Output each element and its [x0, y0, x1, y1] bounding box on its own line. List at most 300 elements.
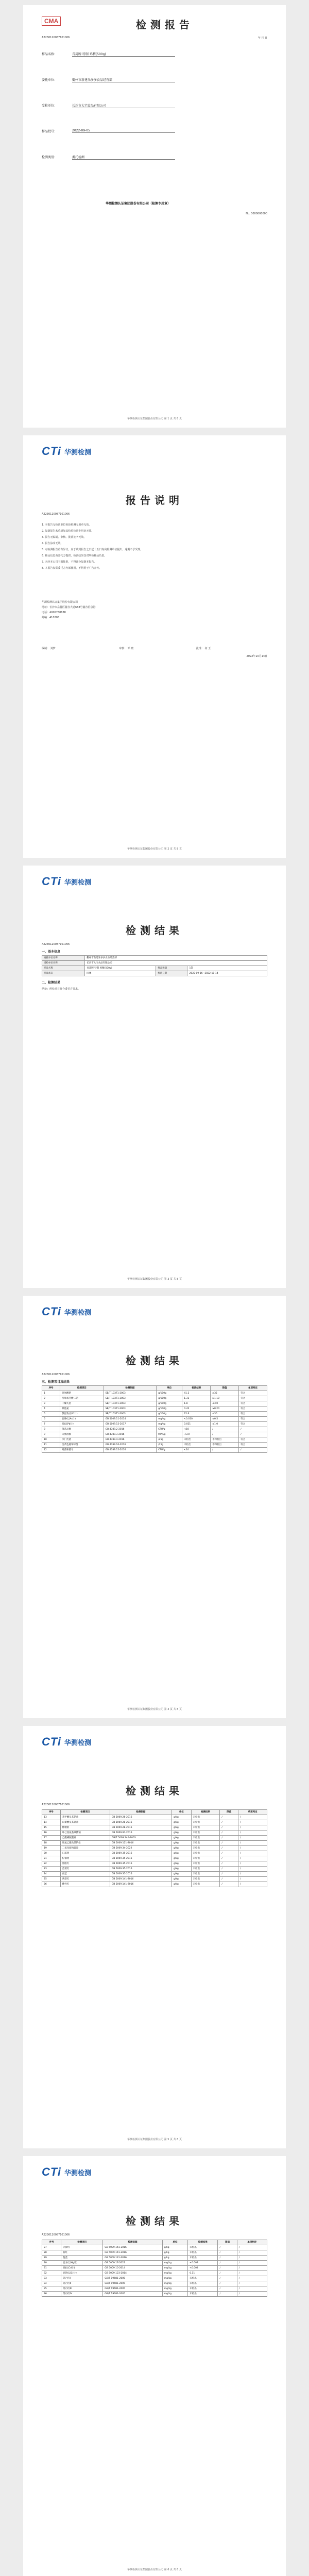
table-cell: /25g: [157, 1437, 182, 1443]
column-header: 检测依据: [104, 1386, 157, 1391]
logo-cn: 华测检测: [64, 1739, 92, 1747]
table-row: [42, 1882, 267, 1887]
table-cell: GB/T 19681-2005: [103, 2276, 162, 2281]
table-cell: GB/T 19681-2005: [103, 2281, 162, 2286]
column-header: 检测依据: [103, 2240, 162, 2245]
cover-field-label: 检测类别：: [42, 156, 58, 159]
table-cell: GB 5009.141-2016: [110, 1877, 171, 1882]
table-cell: /: [218, 2281, 237, 2286]
table-cell: 0.11: [188, 2271, 218, 2276]
basic-row: [42, 956, 267, 961]
table-cell: g/kg: [171, 1820, 191, 1825]
table-cell: mg/kg: [157, 1422, 182, 1427]
note-item: 7. 未经本公司书面批准，不得部分复制本报告。: [42, 561, 97, 564]
table-row: [42, 2286, 267, 2292]
basic-cell: 检测日期: [156, 971, 187, 976]
table-cell: 14: [42, 1820, 61, 1825]
table-cell: 符合: [239, 1406, 267, 1412]
cti-logo: [42, 2165, 91, 2179]
table-cell: /: [218, 2276, 237, 2281]
table-cell: /: [238, 1815, 267, 1820]
table-row: [42, 1861, 267, 1867]
table-cell: mg/kg: [162, 2261, 187, 2266]
table-cell: /: [238, 1872, 267, 1877]
section-results: 二、检测结果: [42, 981, 61, 985]
table-cell: 脱氢乙酸及其钠盐: [60, 1841, 110, 1846]
table-cell: GB 5009.97-2016: [110, 1831, 171, 1836]
table-cell: /: [218, 2256, 237, 2261]
column-header: 单位: [157, 1386, 182, 1391]
table-cell: 符合: [239, 1437, 267, 1443]
table-cell: 日落黄: [60, 1851, 110, 1856]
table-cell: 27: [42, 2245, 61, 2250]
table-row: [42, 1872, 267, 1877]
table-cell: 11: [42, 1443, 60, 1448]
table-cell: 31: [42, 2266, 61, 2271]
column-header: 单项判定: [238, 1810, 267, 1815]
table-cell: g/kg: [171, 1836, 191, 1841]
cti-logo: [42, 1735, 91, 1749]
table-cell: GB/T 19681-2005: [103, 2286, 162, 2292]
table-row: [42, 1836, 267, 1841]
table-cell: g/100g: [157, 1406, 182, 1412]
logo-latin: CTi: [42, 2165, 62, 2178]
table-row: [42, 1831, 267, 1836]
table-cell: 未检出: [191, 1861, 220, 1867]
table-cell: g/100g: [157, 1396, 182, 1401]
column-header: 限值: [220, 1810, 238, 1815]
table-cell: /: [220, 1877, 238, 1882]
table-cell: 未检出: [191, 1846, 220, 1851]
table-row: [42, 1406, 267, 1412]
column-header: 检测结果: [191, 1810, 220, 1815]
issuer-name: 华测检测认证集团股份有限公司（检测专用章）: [106, 202, 171, 206]
cover-field-label: 样品名称：: [42, 53, 58, 56]
table-cell: g/100g: [157, 1401, 182, 1406]
table-cell: /: [218, 2286, 237, 2292]
table-cell: /: [220, 1846, 238, 1851]
table-cell: 苏丹红II: [61, 2281, 103, 2286]
table-cell: <3.0: [182, 1432, 211, 1437]
column-header: 序号: [42, 1386, 60, 1391]
table-cell: GB 4789.3-2016: [104, 1432, 157, 1437]
table-cell: GB 5009.15-2014: [103, 2266, 162, 2271]
page-footer: 华测检测认证集团股份有限公司 第 4 页 共 8 页: [127, 1708, 182, 1711]
table-row: [42, 1877, 267, 1882]
table-cell: <0.003: [188, 2261, 218, 2266]
table-cell: /: [237, 2266, 267, 2271]
table-cell: /: [220, 1867, 238, 1872]
report-date: 年 月 日: [258, 37, 267, 40]
table-row: [42, 2292, 267, 2297]
table-cell: 25: [42, 1877, 61, 1882]
cover-title: 检测报告: [136, 19, 194, 31]
table-cell: g/kg: [171, 1851, 191, 1856]
cover-field-value: 长沙市大宅食品有限公司: [72, 103, 175, 108]
table-cell: g/kg: [171, 1882, 191, 1887]
table-cell: /: [218, 2261, 237, 2266]
table-row: [42, 2245, 267, 2250]
logo-latin: CTi: [42, 1305, 62, 1318]
table-cell: 26: [42, 1882, 61, 1887]
table-cell: /: [220, 1882, 238, 1887]
table-cell: GB/T 5009.140-2003: [110, 1836, 171, 1841]
column-header: 检测项目: [60, 1386, 104, 1391]
results-table: [42, 1385, 267, 1453]
note-item: 1. 本报告无检测单位检验检测专用章无效。: [42, 523, 92, 527]
page-footer: 华测检测认证集团股份有限公司 第 1 页 共 8 页: [127, 417, 182, 420]
results-title: 检测结果: [126, 1354, 183, 1367]
table-cell: 未检出: [188, 2286, 218, 2292]
cover-field-value: 青蒿牌 特制 鸡精(500g): [72, 52, 175, 57]
table-cell: /: [211, 1448, 239, 1453]
table-cell: /: [238, 1820, 267, 1825]
results-header-row: [42, 2240, 267, 2245]
table-cell: 未检出: [191, 1851, 220, 1856]
table-cell: 36: [42, 2292, 61, 2297]
table-cell: GB 4789.2-2016: [104, 1427, 157, 1432]
signer-1: 编制： 刘梦: [42, 647, 56, 650]
table-cell: /: [211, 1432, 239, 1437]
table-cell: GB 5009.35-2016: [110, 1872, 171, 1877]
table-cell: 氯化物(以Cl计): [60, 1412, 104, 1417]
table-row: [42, 2266, 267, 2271]
table-cell: 呈味核苷酸二钠: [60, 1396, 104, 1401]
table-cell: 未检出: [188, 2245, 218, 2250]
table-cell: /: [238, 1836, 267, 1841]
cti-logo: [42, 875, 91, 888]
column-header: 检测结果: [188, 2240, 218, 2245]
table-cell: 山梨酸及其钾盐: [60, 1820, 110, 1825]
table-cell: g/kg: [162, 2250, 187, 2256]
table-cell: ≥0.20: [211, 1406, 239, 1412]
table-row: [42, 1841, 267, 1846]
table-cell: 不得检出: [211, 1437, 239, 1443]
cover-field-label: 受检单位：: [42, 104, 58, 108]
table-cell: /: [220, 1836, 238, 1841]
table-cell: 未检出: [191, 1836, 220, 1841]
table-cell: /: [239, 1432, 267, 1437]
table-cell: 不得检出: [211, 1443, 239, 1448]
basic-row: [42, 961, 267, 966]
table-cell: /: [218, 2271, 237, 2276]
table-cell: /: [238, 1861, 267, 1867]
table-cell: 苯甲酸及其钠盐: [60, 1815, 110, 1820]
table-cell: /: [220, 1841, 238, 1846]
report-page-2: [23, 435, 286, 858]
table-cell: g/kg: [162, 2256, 187, 2261]
table-cell: 柠檬黄: [60, 1856, 110, 1861]
table-cell: 未检出: [188, 2250, 218, 2256]
table-cell: g/kg: [171, 1841, 191, 1846]
table-cell: 谷氨酸钠: [60, 1391, 104, 1396]
table-cell: 苏丹红III: [61, 2286, 103, 2292]
table-cell: 1: [42, 1391, 60, 1396]
page-footer: 华测检测认证集团股份有限公司 第 2 页 共 8 页: [127, 848, 182, 851]
table-cell: 酸性红: [60, 1882, 110, 1887]
results-header-row: [42, 1810, 267, 1815]
sign-date: 2022年10月14日: [246, 655, 267, 658]
table-cell: /: [237, 2245, 267, 2250]
table-cell: 1.8: [182, 1401, 211, 1406]
table-cell: SB/T 10371-2003: [104, 1412, 157, 1417]
table-cell: /: [211, 1427, 239, 1432]
table-cell: 未检出: [191, 1877, 220, 1882]
table-cell: 未检出: [191, 1831, 220, 1836]
table-row: [42, 1401, 267, 1406]
report-no: A2230120087101006: [42, 2233, 70, 2236]
table-cell: /25g: [157, 1443, 182, 1448]
table-cell: 18: [42, 1841, 61, 1846]
table-row: [42, 1427, 267, 1432]
table-cell: 41.2: [182, 1391, 211, 1396]
table-row: [42, 1443, 267, 1448]
table-cell: g/kg: [171, 1867, 191, 1872]
basic-cell: 固体: [85, 971, 156, 976]
table-cell: /: [218, 2250, 237, 2256]
results-title: 检测结果: [126, 2215, 183, 2227]
table-row: [42, 1825, 267, 1831]
basic-cell: 受检单位名称: [42, 961, 85, 966]
table-cell: 苏丹红IV: [61, 2292, 103, 2297]
table-cell: ≤1.0: [211, 1422, 239, 1427]
note-item: 8. 本报告仅供委托方内部使用，不得用于广告宣传。: [42, 567, 102, 570]
table-cell: 菌落总数: [60, 1427, 104, 1432]
table-cell: 9: [42, 1432, 60, 1437]
table-cell: 19: [42, 1846, 61, 1851]
report-no: A2230120087101006: [42, 36, 70, 39]
table-cell: /: [238, 1882, 267, 1887]
table-cell: ≥1.10: [211, 1396, 239, 1401]
report-no: A2230120087101006: [42, 943, 70, 946]
table-cell: 22: [42, 1861, 61, 1867]
table-cell: ≤0.5: [211, 1417, 239, 1422]
table-cell: g/kg: [171, 1815, 191, 1820]
column-header: 单项判定: [237, 2240, 267, 2245]
results-title: 检测结果: [126, 924, 183, 937]
table-cell: CFU/g: [157, 1427, 182, 1432]
table-cell: 6: [42, 1417, 60, 1422]
table-row: [42, 1437, 267, 1443]
column-header: 序号: [42, 1810, 61, 1815]
report-page-1: [23, 5, 286, 428]
table-cell: 诱惑红: [60, 1877, 110, 1882]
table-cell: g/kg: [171, 1846, 191, 1851]
table-cell: g/kg: [171, 1872, 191, 1877]
page-footer: 华测检测认证集团股份有限公司 第 5 页 共 8 页: [127, 2138, 182, 2141]
table-cell: /: [220, 1825, 238, 1831]
cover-field-value: 2022-09-05: [72, 129, 175, 133]
table-cell: /: [220, 1872, 238, 1877]
table-cell: 符合: [239, 1396, 267, 1401]
table-row: [42, 2256, 267, 2261]
table-cell: 铅(以Pb计): [60, 1422, 104, 1427]
table-cell: /: [238, 1831, 267, 1836]
table-cell: /: [218, 2292, 237, 2297]
basic-cell: 衢州市新建乐多多食品经营部: [85, 956, 267, 961]
table-cell: mg/kg: [162, 2271, 187, 2276]
table-cell: 1.31: [182, 1396, 211, 1401]
table-cell: 0.42: [182, 1406, 211, 1412]
notes-title: 报告说明: [126, 494, 183, 506]
table-cell: 未检出: [191, 1882, 220, 1887]
basic-row: [42, 966, 267, 971]
column-header: 限值: [218, 2240, 237, 2245]
table-row: [42, 2276, 267, 2281]
table-cell: 未检出: [188, 2292, 218, 2297]
table-cell: GB 5009.35-2016: [110, 1861, 171, 1867]
table-cell: <10: [182, 1448, 211, 1453]
cma-logo: CMA: [42, 16, 61, 26]
table-cell: <0.004: [188, 2266, 218, 2271]
table-cell: mg/kg: [162, 2286, 187, 2292]
table-cell: <0.010: [182, 1417, 211, 1422]
table-cell: 霉菌和酵母: [60, 1448, 104, 1453]
table-cell: MPN/g: [157, 1432, 182, 1437]
table-row: [42, 1417, 267, 1422]
table-cell: /: [237, 2256, 267, 2261]
table-cell: 12: [42, 1448, 60, 1453]
table-cell: /: [238, 1856, 267, 1861]
cover-field-label: 委托单位：: [42, 78, 58, 82]
table-cell: /: [237, 2276, 267, 2281]
table-cell: g/kg: [171, 1856, 191, 1861]
table-cell: 未检出: [182, 1437, 211, 1443]
table-row: [42, 2281, 267, 2286]
table-row: [42, 1856, 267, 1861]
column-header: 检测结果: [182, 1386, 211, 1391]
report-page-5: [23, 1726, 286, 2148]
table-row: [42, 1820, 267, 1825]
table-cell: 符合: [239, 1412, 267, 1417]
table-cell: /: [237, 2292, 267, 2297]
table-cell: /: [238, 1841, 267, 1846]
logo-latin: CTi: [42, 875, 62, 888]
cti-logo: [42, 445, 91, 458]
column-header: 单位: [171, 1810, 191, 1815]
table-cell: 34: [42, 2281, 61, 2286]
table-cell: 未检出: [188, 2281, 218, 2286]
table-cell: 未检出: [191, 1867, 220, 1872]
table-cell: g/100g: [157, 1391, 182, 1396]
table-cell: 符合: [239, 1391, 267, 1396]
table-cell: ≥35: [211, 1391, 239, 1396]
table-cell: 20: [42, 1851, 61, 1856]
table-cell: 16: [42, 1831, 61, 1836]
table-row: [42, 2261, 267, 2266]
table-cell: CFU/g: [157, 1448, 182, 1453]
table-cell: GB 5009.141-2016: [103, 2250, 162, 2256]
table-cell: GB 5009.141-2016: [103, 2256, 162, 2261]
table-row: [42, 2250, 267, 2256]
column-header: 检测依据: [110, 1810, 171, 1815]
table-cell: 未检出: [182, 1443, 211, 1448]
table-cell: /: [239, 1448, 267, 1453]
table-cell: 金黄色葡萄球菌: [60, 1443, 104, 1448]
table-cell: 4: [42, 1406, 60, 1412]
table-cell: GB 5009.35-2016: [110, 1856, 171, 1861]
column-header: 单项判定: [239, 1386, 267, 1391]
table-cell: g/kg: [171, 1831, 191, 1836]
results-table: [42, 1809, 267, 1887]
table-cell: 镉(以Cd计): [61, 2266, 103, 2271]
table-cell: g/kg: [171, 1861, 191, 1867]
table-cell: /: [220, 1856, 238, 1861]
table-cell: 乙酰磺胺酸钾: [60, 1836, 110, 1841]
note-item: 2. 复制报告未重新加盖检验检测专用章无效。: [42, 530, 94, 533]
logo-cn: 华测检测: [64, 1309, 92, 1317]
table-row: [42, 1846, 267, 1851]
contact-line: 电话：4006788888: [42, 611, 66, 614]
basic-cell: 样品名称: [42, 966, 85, 971]
basic-cell: 1袋: [187, 966, 267, 971]
table-cell: 二氧化硫残留量: [60, 1846, 110, 1851]
table-cell: 赤藓红: [61, 2245, 103, 2250]
basic-cell: 样品状态: [42, 971, 85, 976]
table-cell: 符合: [239, 1422, 267, 1427]
results-header-row: [42, 1386, 267, 1391]
table-cell: GB 4789.10-2016: [104, 1443, 157, 1448]
table-cell: 符合: [239, 1443, 267, 1448]
table-cell: GB 5009.141-2016: [103, 2245, 162, 2250]
table-cell: mg/kg: [157, 1417, 182, 1422]
table-cell: GB 5009.28-2016: [110, 1825, 171, 1831]
table-cell: /: [237, 2271, 267, 2276]
table-cell: /: [238, 1825, 267, 1831]
table-cell: 23: [42, 1867, 61, 1872]
results-table: [42, 2240, 267, 2297]
signer-2: 审核： 邹 晓: [119, 647, 134, 650]
table-cell: GB 5009.35-2016: [110, 1851, 171, 1856]
table-cell: SB/T 10371-2003: [104, 1406, 157, 1412]
column-header: 限值: [211, 1386, 239, 1391]
table-cell: <10: [182, 1427, 211, 1432]
table-cell: GB 5009.12-2017: [104, 1422, 157, 1427]
table-cell: GB 5009.34-2022: [110, 1846, 171, 1851]
table-cell: 总铬(以Cr计): [61, 2271, 103, 2276]
table-cell: 新红: [61, 2250, 103, 2256]
table-cell: 3: [42, 1401, 60, 1406]
basic-cell: 青蒿牌 特制 鸡精(500g): [85, 966, 156, 971]
signer-3: 批准： 何 玉: [196, 647, 211, 650]
table-cell: 总砷(以As计): [60, 1417, 104, 1422]
table-cell: /: [220, 1851, 238, 1856]
basic-cell: 样品数量: [156, 966, 187, 971]
table-cell: 未检出: [191, 1825, 220, 1831]
table-cell: /: [238, 1877, 267, 1882]
table-row: [42, 1396, 267, 1401]
report-page-3: [23, 866, 286, 1288]
column-header: 序号: [42, 2240, 61, 2245]
contact-line: 邮编：410205: [42, 616, 60, 619]
report-no: A2230120087101006: [42, 1373, 70, 1376]
table-cell: 21: [42, 1856, 61, 1861]
table-cell: ≤30: [211, 1412, 239, 1417]
table-cell: 胭脂红: [60, 1861, 110, 1867]
table-cell: ≤3.0: [211, 1401, 239, 1406]
table-cell: GB/T 19681-2005: [103, 2292, 162, 2297]
table-row: [42, 1432, 267, 1437]
table-cell: 15: [42, 1825, 61, 1831]
table-cell: 糖精钠: [60, 1825, 110, 1831]
note-item: 4. 报告涂改无效。: [42, 542, 63, 545]
table-cell: 8: [42, 1427, 60, 1432]
note-item: 6. 样品信息由委托方提供，检测结果仅对所检样品负责。: [42, 554, 107, 557]
results-title: 检测结果: [126, 1785, 183, 1797]
table-cell: 总汞(以Hg计): [61, 2261, 103, 2266]
sheet-no: No. 0000000000: [246, 212, 267, 215]
table-cell: /: [218, 2245, 237, 2250]
